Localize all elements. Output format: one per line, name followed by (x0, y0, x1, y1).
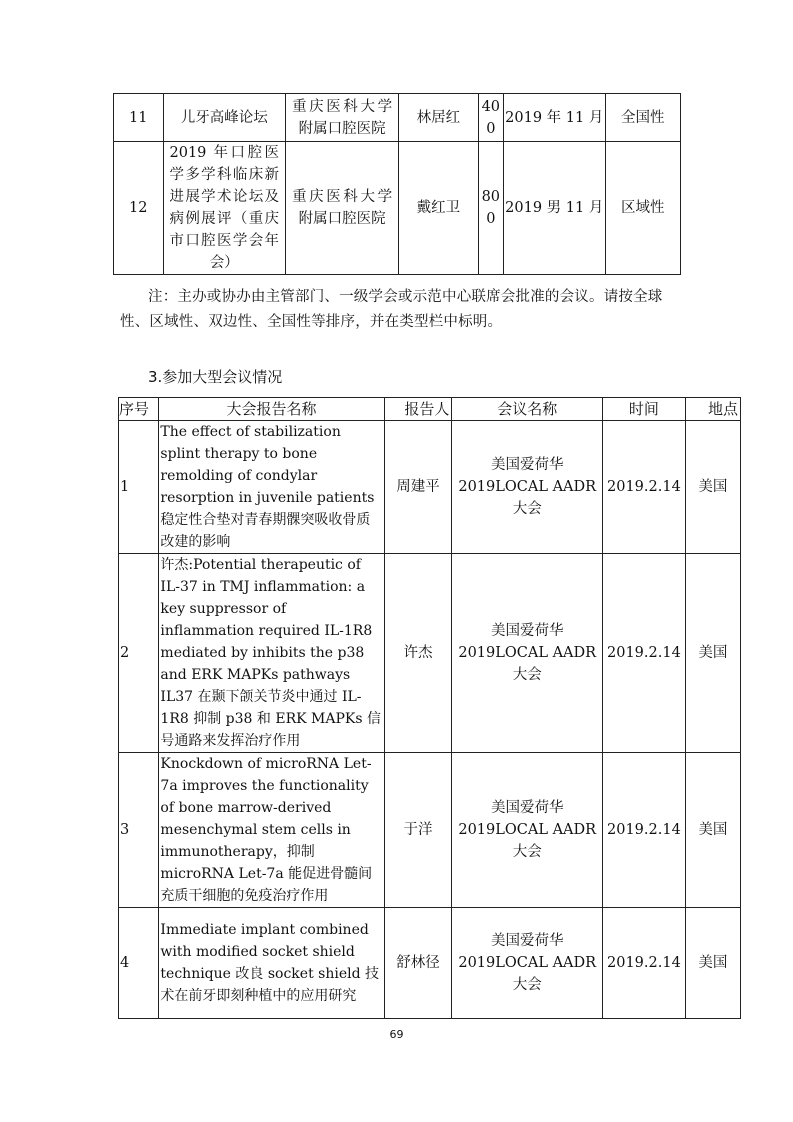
reporter: 于洋 (384, 753, 452, 908)
meeting-location: 美国爱荷华 (490, 457, 564, 473)
organized-meetings-table (113, 93, 681, 275)
meeting-location: 美国爱荷华 (490, 623, 564, 639)
row-number: 12 (114, 142, 164, 275)
meeting-date: 2019 年 11 月 (503, 94, 605, 142)
meeting-name: 儿牙高峰论坛 (163, 94, 286, 142)
header-meeting: 会议名称 (452, 398, 603, 421)
meeting-title: 2019LOCAL AADR 大会 (458, 822, 597, 860)
table-row (119, 753, 741, 908)
meeting-date: 2019 男 11 月 (503, 142, 605, 275)
row-number: 11 (114, 94, 164, 142)
meeting-type: 区域性 (605, 142, 680, 275)
meeting-name (452, 554, 603, 753)
table-note: 注：主办或协办由主管部门、一级学会或示范中心联席会批准的会议。请按全球性、区域性、双边性、全国性等排序，并在类型栏中标明。 (120, 289, 663, 330)
meeting-time: 2019.2.14 (603, 908, 686, 1019)
row-number: 4 (119, 908, 159, 1019)
table-row (119, 421, 741, 554)
meeting-location: 美国爱荷华 (490, 800, 564, 816)
meeting-name (452, 753, 603, 908)
meeting-time: 2019.2.14 (603, 421, 686, 554)
table-row (119, 908, 741, 1019)
table-row (114, 94, 681, 142)
header-report: 大会报告名称 (159, 398, 384, 421)
attendee-count: 800 (478, 142, 503, 275)
meeting-place: 美国 (685, 908, 740, 1019)
report-title: Immediate implant combined with modified socket shield technique 改良 socket shield 技术在前牙即刻种植中的应用研究 (159, 908, 384, 1019)
meeting-title: 2019LOCAL AADR 大会 (458, 479, 597, 517)
page-number: 69 (389, 1028, 404, 1041)
meeting-name (452, 908, 603, 1019)
organizer: 重庆医科大学附属口腔医院 (286, 94, 399, 142)
meeting-type: 全国性 (605, 94, 680, 142)
meeting-name (452, 421, 603, 554)
header-no: 序号 (119, 398, 159, 421)
reporter: 许杰 (384, 554, 452, 753)
meeting-place: 美国 (685, 554, 740, 753)
meeting-location: 美国爱荷华 (490, 933, 564, 949)
meeting-place: 美国 (685, 753, 740, 908)
meeting-time: 2019.2.14 (603, 753, 686, 908)
header-reporter: 报告人 (384, 398, 452, 421)
table-header-row (119, 398, 741, 421)
report-title: 许杰:Potential therapeutic of IL-37 in TMJ inflammation: a key suppressor of inflammation required IL-1R8 mediated by inhibits the p38 and ERK MAPKs pathways IL37 在颞下颌关节炎中通过 IL-1R8 抑制 p38 和 ERK MAPKs 信号通路来发挥治疗作用 (159, 554, 384, 753)
meeting-title: 2019LOCAL AADR 大会 (458, 645, 597, 683)
organizer: 重庆医科大学附属口腔医院 (286, 142, 399, 275)
header-place: 地点 (685, 398, 740, 421)
reporter: 周建平 (384, 421, 452, 554)
row-number: 2 (119, 554, 159, 753)
meeting-place: 美国 (685, 421, 740, 554)
meeting-title: 2019LOCAL AADR 大会 (458, 955, 597, 993)
row-number: 1 (119, 421, 159, 554)
section-title: 3.参加大型会议情况 (148, 368, 283, 386)
header-time: 时间 (603, 398, 686, 421)
table-row (114, 142, 681, 275)
meeting-name: 2019 年口腔医学多学科临床新进展学术论坛及病例展评（重庆市口腔医学会年会） (163, 142, 286, 275)
attendee-count: 400 (478, 94, 503, 142)
report-title: Knockdown of microRNA Let-7a improves the functionality of bone marrow-derived mesenchymal stem cells in immunotherapy，抑制 microRNA Let-7a 能促进骨髓间充质干细胞的免疫治疗作用 (159, 753, 384, 908)
conference-reports-table (118, 397, 741, 1019)
row-number: 3 (119, 753, 159, 908)
reporter: 舒林径 (384, 908, 452, 1019)
report-title: The effect of stabilization splint therapy to bone remolding of condylar resorption in juvenile patients 稳定性合垫对青春期髁突吸收骨质改建的影响 (159, 421, 384, 554)
meeting-time: 2019.2.14 (603, 554, 686, 753)
table-row (119, 554, 741, 753)
contact-person: 戴红卫 (399, 142, 479, 275)
contact-person: 林居红 (399, 94, 479, 142)
